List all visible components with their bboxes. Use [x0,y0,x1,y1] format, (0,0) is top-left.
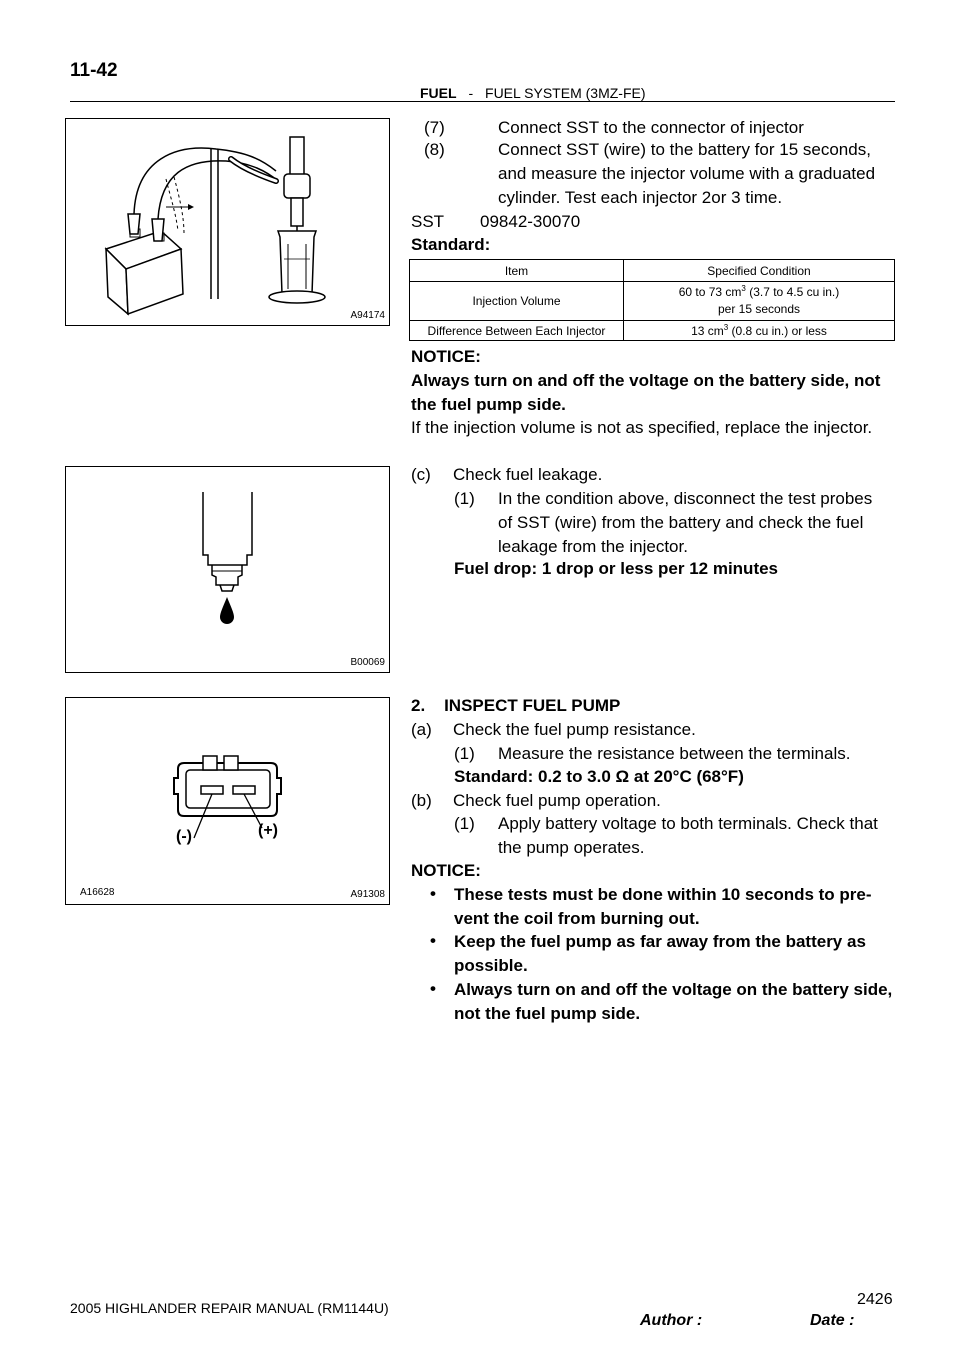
step-letter: (a) [411,720,432,739]
figure-code: A91308 [350,889,385,900]
table-cell [624,321,895,341]
table-row [410,321,895,341]
cell-text: 13 cm [691,323,724,338]
table-cell: Injection Volume [410,282,624,321]
figure-code-left: A16628 [80,887,115,898]
table-header: Item [410,260,624,282]
step-text: In the condition above, disconnect the test probes [498,489,873,508]
cell-text: (3.7 to 4.5 cu in.) [745,285,840,299]
notice-title: NOTICE: [411,347,481,366]
table-cell: Difference Between Each Injector [410,321,624,341]
notice-title: NOTICE: [411,861,481,880]
sst-label: SST [411,212,445,231]
table-header-row [410,260,895,282]
leak-result: Fuel drop: 1 drop or less per 12 minutes [454,559,779,578]
notice-text: Always turn on and off the voltage on the battery side, not [411,371,881,390]
step-text: Connect SST (wire) to the battery for 15 seconds, [498,140,871,159]
step-text: leakage from the injector. [498,537,688,556]
bullet-icon: • [430,884,436,903]
notice-item-text: Always turn on and off the voltage on the battery side, [454,980,893,999]
notice-item-text: These tests must be done within 10 seconds to pre- [454,885,872,904]
header-subsection: FUEL SYSTEM (3MZ-FE) [485,85,646,101]
table-cell [624,282,895,321]
pump-standard: Standard: 0.2 to 3.0 Ω at 20°C (68°F) [454,767,744,786]
positive-terminal-label: (+) [258,822,278,839]
header-section: FUEL [420,85,457,101]
table-row [410,282,895,321]
sst-value: 09842-30070 [480,212,581,231]
step-number: (1) [454,744,475,763]
step-text: Check fuel pump operation. [453,791,661,810]
step-letter: (b) [411,791,432,810]
step-letter: (c) [411,465,431,484]
section-title: 2. INSPECT FUEL PUMP [411,696,621,715]
notice-item-text: possible. [454,956,528,975]
step-text: Connect SST to the connector of injector [498,118,804,137]
step-number: (7) [424,118,445,137]
step-text: and measure the injector volume with a graduated [498,164,876,183]
step-text: Apply battery voltage to both terminals. Check that [498,814,878,833]
figure-fuel-pump-connector [65,697,390,905]
notice-item-text: vent the coil from burning out. [454,909,700,928]
bullet-icon: • [430,979,436,998]
figure-injector-volume-test [65,118,390,326]
cell-text: per 15 seconds [717,302,801,316]
connector-illustration [66,698,391,906]
figure-fuel-leakage [65,466,390,673]
author-label: Author : [640,1312,703,1329]
table-header: Specified Condition [624,260,895,282]
step-text: of SST (wire) from the battery and check the fuel [498,513,864,532]
step-text: Check fuel leakage. [453,465,603,484]
step-number: (1) [454,489,475,508]
header-rule [70,101,895,102]
injector-test-illustration [66,119,391,327]
step-text: Measure the resistance between the terminals. [498,744,851,763]
notice-text: the fuel pump side. [411,395,566,414]
step-text: Check the fuel pump resistance. [453,720,696,739]
standard-label: Standard: [411,235,491,254]
notice-text: If the injection volume is not as specified, replace the injector. [411,418,873,437]
injector-drip-illustration [66,467,391,674]
negative-terminal-label: (-) [176,828,192,845]
injection-spec-table [409,259,895,341]
cell-superscript: 3 [723,322,729,332]
step-text: the pump operates. [498,838,645,857]
step-number: (8) [424,140,445,159]
page-number: 11-42 [70,60,118,81]
footer-page-number: 2426 [857,1291,893,1308]
notice-item-text: not the fuel pump side. [454,1004,641,1023]
manual-footer: 2005 HIGHLANDER REPAIR MANUAL (RM1144U) [70,1300,389,1316]
step-number: (1) [454,814,475,833]
figure-code: A94174 [350,310,385,321]
header-separator: - [468,85,474,101]
figure-code: B00069 [350,657,385,668]
cell-superscript: 3 [741,284,746,293]
cell-text: 60 to 73 cm [678,285,742,299]
bullet-icon: • [430,931,436,950]
cell-text: (0.8 cu in.) or less [728,323,827,338]
date-label: Date : [810,1312,855,1329]
step-text: cylinder. Test each injector 2or 3 time. [498,188,783,207]
notice-item-text: Keep the fuel pump as far away from the battery as [454,932,866,951]
running-header [420,85,646,101]
